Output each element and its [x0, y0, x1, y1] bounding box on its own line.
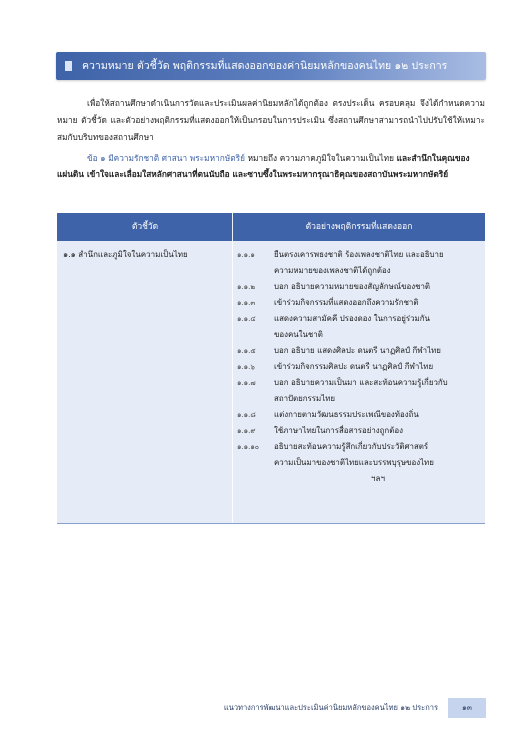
- intro-paragraph: [57, 95, 485, 146]
- item-meaning-bold: และสำนึกในคุณของแผ่นดิน เข้าใจและเลื่อมใสหลักศาสนาที่ตนนับถือ และซาบซึ้งในพระมหากรุณาธิคุณของสถาบันพระมหากษัตริย์: [57, 153, 470, 179]
- behavior-text: บอก อธิบาย แสดงศิลปะ ดนตรี นาฏศิลป์ กีฬาไทย: [274, 346, 441, 355]
- table-header: [57, 213, 485, 241]
- behavior-item-cont: [237, 455, 479, 471]
- indicator-table: [57, 213, 485, 524]
- behavior-item-cont: [237, 263, 479, 279]
- item-lead: ข้อ ๑ มีความรักชาติ ศาสนา พระมหากษัตริย์: [87, 153, 245, 163]
- intro-text: เพื่อให้สถานศึกษาดำเนินการวัดและประเมินผลค่านิยมหลักได้ถูกต้อง ตรงประเด็น ครอบคลุม จึงได้กำหนดความหมาย ตัวชี้วัด และตัวอย่างพฤติกรรมที่แสดงออกให้เป็นกรอบในการประเมิน ซึ่งสถานศึกษาสามารถนำไปปรับใช้ให้เหมาะสมกับบริบทของสถานศึกษา: [57, 98, 485, 142]
- banner-marker: [65, 61, 72, 71]
- behavior-num: ๑.๑.๑๐: [237, 443, 260, 451]
- behavior-item: [237, 423, 479, 439]
- behavior-item: [237, 295, 479, 311]
- header-indicator: ตัวชี้วัด: [131, 222, 159, 232]
- behavior-num: ๑.๑.๒: [237, 283, 255, 291]
- behavior-text: เข้าร่วมกิจกรรมที่แสดงออกถึงความรักชาติ: [274, 298, 419, 307]
- behavior-num: ๑.๑.๙: [237, 427, 256, 435]
- behavior-item: [237, 279, 479, 295]
- behavior-item: [237, 375, 479, 391]
- behavior-etc: ฯลฯ: [371, 474, 385, 483]
- page-number-tab: [448, 698, 486, 718]
- behavior-item: [237, 359, 479, 375]
- behavior-num: ๑.๑.๑: [237, 251, 255, 259]
- behavior-text: บอก อธิบายความหมายของสัญลักษณ์ของชาติ: [274, 282, 431, 291]
- behavior-item: [237, 439, 479, 455]
- behavior-text: ความเป็นมาของชาติไทยและบรรพบุรุษของไทย: [274, 458, 434, 467]
- item-meaning: หมายถึง ความภาคภูมิใจในความเป็นไทย: [247, 153, 394, 163]
- behavior-text: แต่งกายตามวัฒนธรรมประเพณีของท้องถิ่น: [274, 410, 419, 419]
- behavior-text: แสดงความสามัคคี ปรองดอง ในการอยู่ร่วมกัน: [274, 314, 430, 323]
- behavior-item: [237, 311, 479, 327]
- footer-title: แนวทางการพัฒนาและประเมินค่านิยมหลักของคนไทย ๑๒ ประการ: [223, 703, 438, 712]
- behavior-num: ๑.๑.๖: [237, 363, 255, 371]
- behavior-num: ๑.๑.๗: [237, 379, 256, 387]
- page-footer: [223, 698, 486, 718]
- page-number: ๑๓: [462, 703, 472, 712]
- indicator-cell: ๑.๑ สำนึกและภูมิใจในความเป็นไทย: [63, 250, 188, 259]
- behavior-text: ของคนในชาติ: [274, 330, 323, 339]
- behavior-num: ๑.๑.๔: [237, 315, 256, 323]
- behavior-text: บอก อธิบายความเป็นมา และสะท้อนความรู้เกี่ยวกับ: [274, 378, 448, 387]
- behavior-item: [237, 343, 479, 359]
- behavior-item-cont: [237, 391, 479, 407]
- behavior-num: ๑.๑.๘: [237, 411, 256, 419]
- behavior-text: สถาปัตยกรรมไทย: [274, 394, 336, 403]
- behavior-item: [237, 247, 479, 263]
- behavior-item-cont: [237, 327, 479, 343]
- behavior-text: ความหมายของเพลงชาติได้ถูกต้อง: [274, 266, 391, 275]
- behavior-text: เข้าร่วมกิจกรรมศิลปะ ดนตรี นาฏศิลป์ กีฬาไทย: [274, 362, 434, 371]
- item-definition: [57, 150, 485, 182]
- behavior-text: ยืนตรงเคารพธงชาติ ร้องเพลงชาติไทย และอธิบาย: [274, 250, 444, 259]
- behavior-num: ๑.๑.๓: [237, 299, 256, 307]
- behavior-item: [237, 407, 479, 423]
- header-behavior: ตัวอย่างพฤติกรรมที่แสดงออก: [305, 222, 413, 232]
- behavior-text: อธิบายสะท้อนความรู้สึกเกี่ยวกับประวัติศาสตร์: [274, 442, 429, 451]
- section-title: ความหมาย ตัวชี้วัด พฤติกรรมที่แสดงออกของค่านิยมหลักของคนไทย ๑๒ ประการ: [82, 60, 448, 72]
- column-divider: [232, 213, 233, 523]
- behavior-num: ๑.๑.๕: [237, 347, 256, 355]
- section-banner: [56, 52, 486, 80]
- behavior-text: ใช้ภาษาไทยในการสื่อสารอย่างถูกต้อง: [274, 426, 403, 435]
- behavior-list: [237, 247, 479, 487]
